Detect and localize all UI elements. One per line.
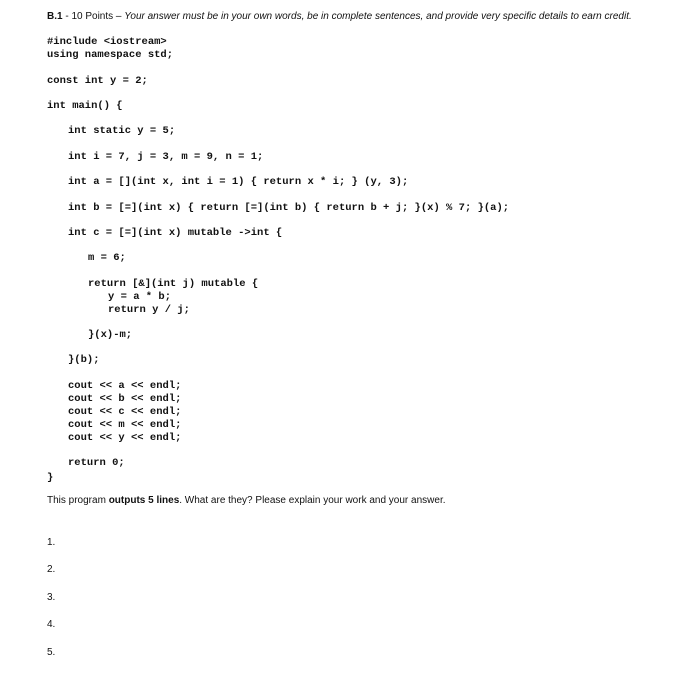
answer-number: 2. <box>47 564 56 575</box>
code-line: #include <iostream> <box>47 36 167 48</box>
code-line: }(b); <box>68 354 100 366</box>
code-line: int b = [=](int x) { return [=](int b) { return b + j; }(x) % 7; }(a); <box>68 202 510 214</box>
prompt-text-bold: outputs 5 lines <box>108 495 180 506</box>
answer-number: 1. <box>47 537 56 548</box>
prompt-text-start: This program <box>47 495 109 506</box>
question-number: B.1 <box>47 11 63 22</box>
question-points: - 10 Points – <box>62 11 125 22</box>
code-line: int i = 7, j = 3, m = 9, n = 1; <box>68 151 264 163</box>
code-line: m = 6; <box>88 252 126 264</box>
question-header <box>47 11 632 22</box>
code-line: return y / j; <box>108 304 190 316</box>
answer-number: 3. <box>47 592 56 603</box>
code-line: using namespace std; <box>47 49 174 61</box>
answer-number: 4. <box>47 619 56 630</box>
code-line: return [&](int j) mutable { <box>88 278 259 290</box>
answer-number: 5. <box>47 647 56 658</box>
code-line: int a = [](int x, int i = 1) { return x * i; } (y, 3); <box>68 176 409 188</box>
code-line: cout << c << endl; <box>68 406 182 418</box>
code-line: cout << b << endl; <box>68 393 182 405</box>
code-line: y = a * b; <box>108 291 172 303</box>
question-prompt <box>47 495 446 506</box>
code-line: }(x)-m; <box>88 329 133 341</box>
code-line: int c = [=](int x) mutable ->int { <box>68 227 283 239</box>
code-line: cout << m << endl; <box>68 419 182 431</box>
code-line: return 0; <box>68 457 125 469</box>
code-line: } <box>47 472 54 484</box>
code-line: const int y = 2; <box>47 75 148 87</box>
prompt-text-end: . What are they? Please explain your work and your answer. <box>179 495 446 506</box>
code-line: cout << a << endl; <box>68 380 182 392</box>
code-line: int main() { <box>47 100 123 112</box>
question-instructions: Your answer must be in your own words, be in complete sentences, and provide very specific details to earn credit. <box>124 11 632 22</box>
code-line: int static y = 5; <box>68 125 176 137</box>
code-line: cout << y << endl; <box>68 432 182 444</box>
